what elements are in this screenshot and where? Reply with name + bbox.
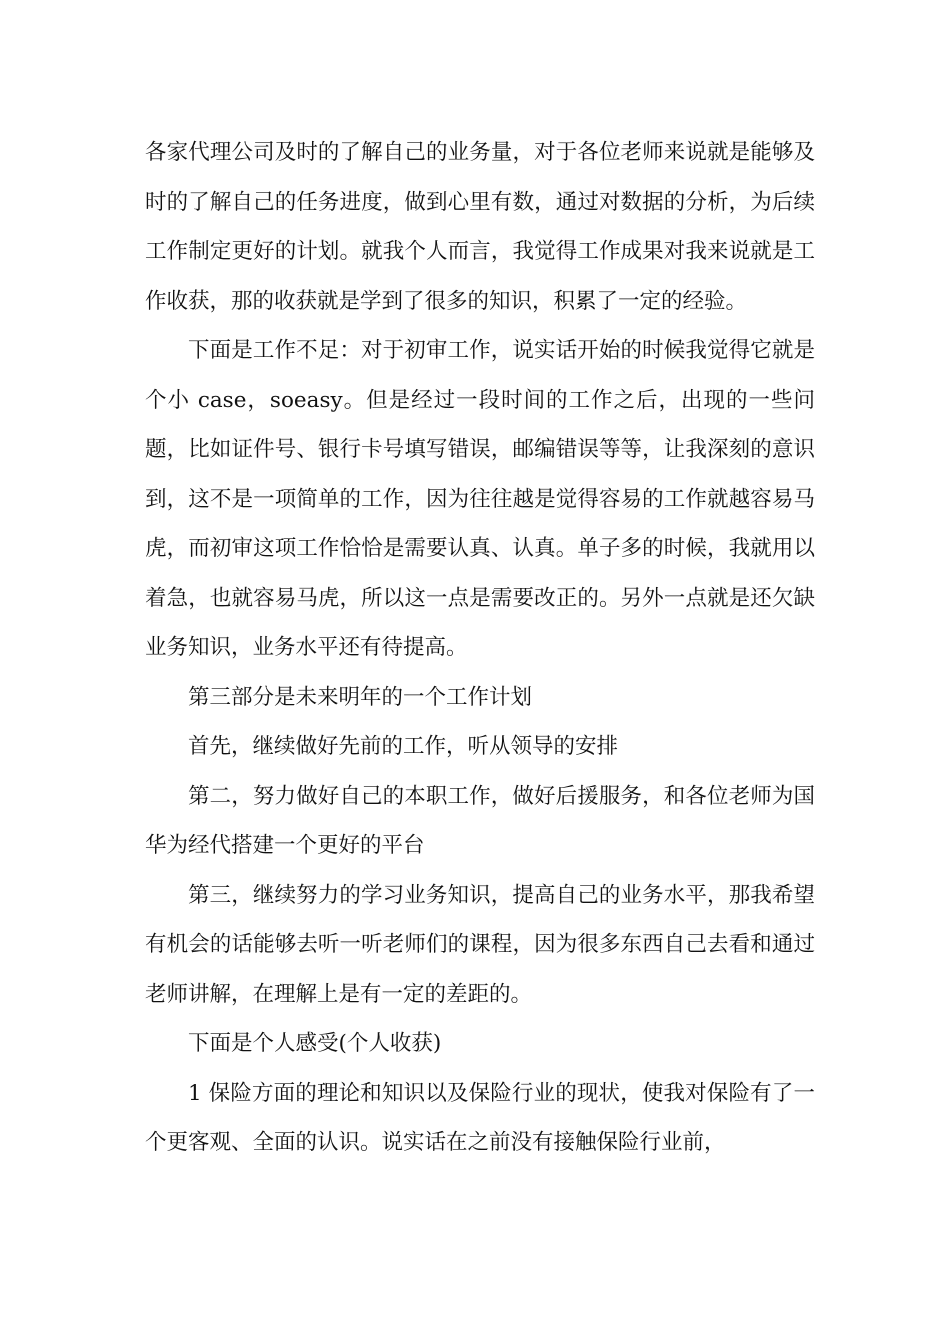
paragraph-8: 1 保险方面的理论和知识以及保险行业的现状，使我对保险有了一个更客观、全面的认识。说实话在之前没有接触保险行业前，: [145, 1080, 815, 1155]
paragraph-4: 首先，继续做好先前的工作，听从领导的安排: [188, 734, 619, 759]
paragraph-1: 各家代理公司及时的了解自己的业务量，对于各位老师来说就是能够及时的了解自己的任务进度，做到心里有数，通过对数据的分析，为后续工作制定更好的计划。就我个人而言，我觉得工作成果对我来说就是工作收获，那的收获就是学到了很多的知识，积累了一定的经验。: [145, 140, 815, 314]
document-body: [145, 128, 815, 1168]
paragraph-7: 下面是个人感受(个人收获): [188, 1031, 442, 1056]
paragraph-3: 第三部分是未来明年的一个工作计划: [188, 684, 533, 710]
paragraph-2: 下面是工作不足：对于初审工作，说实话开始的时候我觉得它就是个小 case，soeasy。但是经过一段时间的工作之后，出现的一些问题，比如证件号、银行卡号填写错误，邮编错误等等，让我深刻的意识到，这不是一项简单的工作，因为往往越是觉得容易的工作就越容易马虎，而初审这项工作恰恰是需要认真、认真。单子多的时候，我就用以着急，也就容易马虎，所以这一点是需要改正的。另外一点就是还欠缺业务知识，业务水平还有待提高。: [145, 338, 815, 660]
paragraph-5: 第二，努力做好自己的本职工作，做好后援服务，和各位老师为国华为经代搭建一个更好的平台: [145, 783, 815, 858]
paragraph-6: 第三，继续努力的学习业务知识，提高自己的业务水平，那我希望有机会的话能够去听一听老师们的课程，因为很多东西自己去看和通过老师讲解，在理解上是有一定的差距的。: [145, 882, 815, 1007]
